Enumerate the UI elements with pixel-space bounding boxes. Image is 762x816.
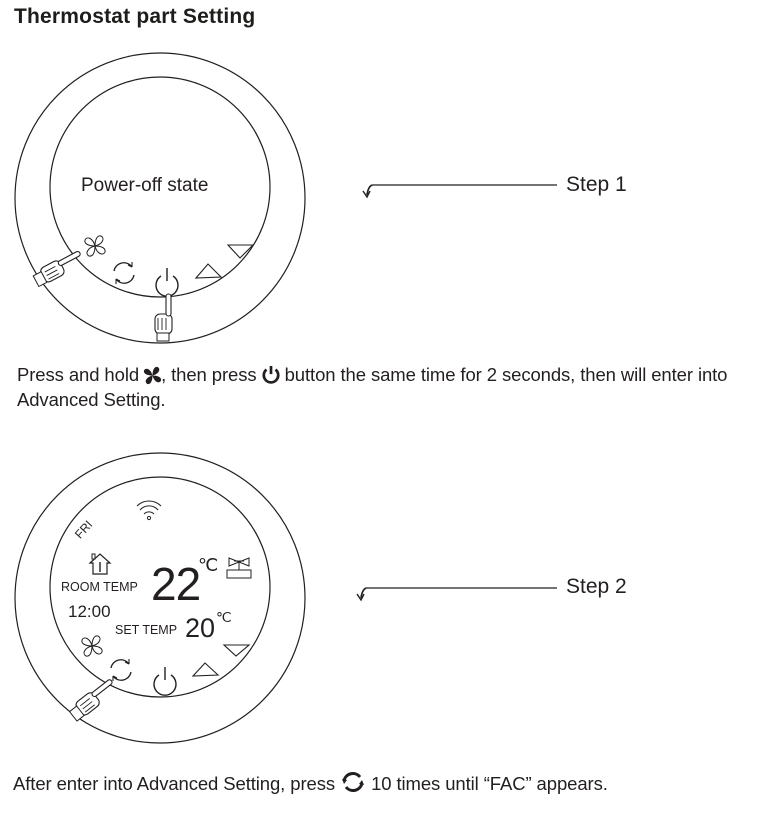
- power-off-state-text: Power-off state: [81, 175, 209, 196]
- home-icon: [90, 554, 110, 574]
- valve-icon: [227, 558, 251, 578]
- up-arrow-icon[interactable]: [196, 264, 221, 278]
- pointing-hand-icon: [155, 294, 172, 341]
- power-icon: [262, 366, 280, 389]
- down-arrow-icon[interactable]: [224, 645, 249, 656]
- mode-cycle-icon[interactable]: [111, 659, 131, 681]
- power-icon[interactable]: [156, 268, 178, 296]
- fan-icon[interactable]: [82, 636, 102, 656]
- day-label: FRI: [72, 517, 96, 542]
- step1-instruction: Press and hold , then press button the same time for 2 seconds, then will enter into Advanced Setting.: [17, 364, 728, 410]
- room-temp-value: 22: [151, 558, 201, 610]
- mode-cycle-icon[interactable]: [114, 262, 134, 284]
- fan-icon[interactable]: [85, 236, 105, 256]
- page-title: Thermostat part Setting: [14, 5, 256, 28]
- clock-time: 12:00: [68, 602, 111, 621]
- step1-label: Step 1: [566, 173, 627, 196]
- pointing-hand-icon: [68, 677, 119, 722]
- power-icon[interactable]: [154, 667, 176, 695]
- pointing-hand-icon: [32, 249, 85, 288]
- fan-icon: [144, 367, 161, 389]
- step2-label: Step 2: [566, 575, 627, 598]
- up-arrow-icon[interactable]: [193, 663, 218, 676]
- room-temp-unit: ℃: [198, 555, 219, 575]
- set-temp-value: 20: [185, 613, 216, 643]
- set-temp-unit: ℃: [216, 609, 232, 625]
- set-temp-label: SET TEMP: [115, 623, 178, 637]
- outer-ring: [15, 53, 305, 343]
- wifi-icon: [137, 501, 161, 520]
- room-temp-label: ROOM TEMP: [61, 580, 138, 594]
- step2-instruction: After enter into Advanced Setting, press 10 times until “FAC” appears.: [13, 771, 758, 798]
- mode-cycle-icon: [340, 771, 366, 798]
